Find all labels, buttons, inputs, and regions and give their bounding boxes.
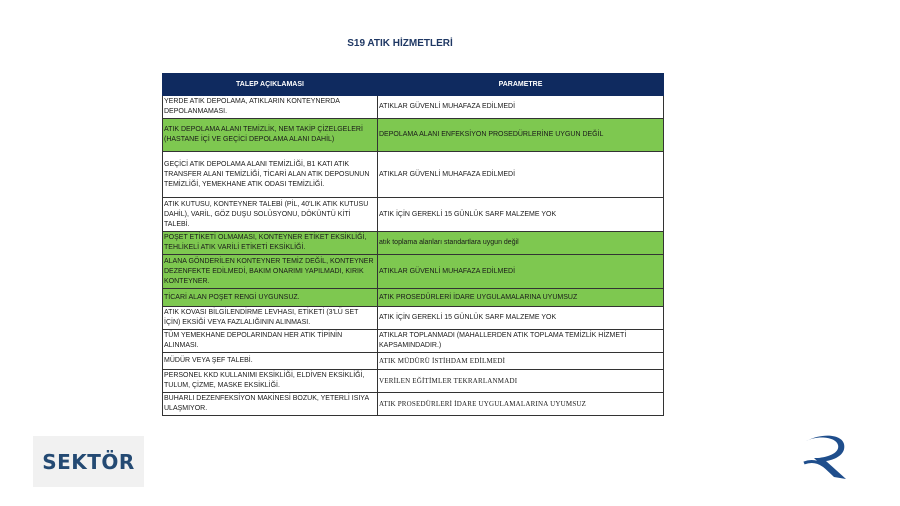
table-row	[163, 119, 664, 152]
request-cell: PERSONEL KKD KULLANIMI EKSİKLİĞİ, ELDİVEN EKSİKLİĞİ, TULUM, ÇİZME, MASKE EKSİKLİĞİ.	[163, 370, 378, 393]
parameter-cell: ATIK MÜDÜRÜ İSTİHDAM EDİLMEDİ	[378, 353, 664, 370]
page-title: S19 ATIK HİZMETLERİ	[347, 38, 453, 49]
sektor-logo-text: SEKTÖR	[42, 449, 135, 474]
request-cell: ATIK KOVASI BİLGİLENDİRME LEVHASI, ETİKETİ (3'LÜ SET İÇİN) EKSİĞİ VEYA FAZLALIĞININ ALINMASI.	[163, 307, 378, 330]
parameter-cell: atık toplama alanları standartlara uygun değil	[378, 232, 664, 255]
column-header-request: TALEP AÇIKLAMASI	[163, 74, 378, 96]
request-cell: ATIK KUTUSU, KONTEYNER TALEBİ (PİL, 40'LIK ATIK KUTUSU DAHİL), VARİL, GÖZ DUŞU SOLÜSYONU, DÖKÜNTÜ KİTİ TALEBİ.	[163, 198, 378, 232]
table-row	[163, 307, 664, 330]
request-cell: TÜM YEMEKHANE DEPOLARINDAN HER ATIK TİPİNİN ALINMASI.	[163, 330, 378, 353]
parameter-cell: ATIKLAR GÜVENLİ MUHAFAZA EDİLMEDİ	[378, 152, 664, 198]
table-row	[163, 370, 664, 393]
sektor-logo	[33, 436, 144, 487]
table-row	[163, 393, 664, 416]
table-row	[163, 96, 664, 119]
request-cell: ALANA GÖNDERİLEN KONTEYNER TEMİZ DEĞİL, KONTEYNER DEZENFEKTE EDİLMEDİ, BAKIM ONARIMI YAPILMADI, KIRIK KONTEYNER.	[163, 255, 378, 289]
parameter-cell: DEPOLAMA ALANI ENFEKSİYON PROSEDÜRLERİNE UYGUN DEĞİL	[378, 119, 664, 152]
parameter-cell: ATIKLAR GÜVENLİ MUHAFAZA EDİLMEDİ	[378, 96, 664, 119]
table-row	[163, 353, 664, 370]
parameter-cell: ATIKLAR GÜVENLİ MUHAFAZA EDİLMEDİ	[378, 255, 664, 289]
request-cell: MÜDÜR VEYA ŞEF TALEBİ.	[163, 353, 378, 370]
parameter-cell: ATIK İÇİN GEREKLİ 15 GÜNLÜK SARF MALZEME YOK	[378, 198, 664, 232]
column-header-parameter: PARAMETRE	[378, 74, 664, 96]
table-header-row	[163, 74, 664, 96]
parameter-cell: ATIK PROSEDÜRLERİ İDARE UYGULAMALARINA UYUMSUZ	[378, 393, 664, 416]
table-row	[163, 255, 664, 289]
parameter-cell: VERİLEN EĞİTİMLER TEKRARLANMADI	[378, 370, 664, 393]
parameter-cell: ATIK PROSEDÜRLERİ İDARE UYGULAMALARINA UYUMSUZ	[378, 289, 664, 307]
waste-services-table	[162, 73, 664, 416]
request-cell: BUHARLI DEZENFEKSİYON MAKİNESİ BOZUK, YETERLİ ISIYA ULAŞMIYOR.	[163, 393, 378, 416]
table-row	[163, 330, 664, 353]
table-row	[163, 232, 664, 255]
parameter-cell: ATIK İÇİN GEREKLİ 15 GÜNLÜK SARF MALZEME YOK	[378, 307, 664, 330]
request-cell: GEÇİCİ ATIK DEPOLAMA ALANI TEMİZLİĞİ, B1 KATI ATIK TRANSFER ALANI TEMİZLİĞİ, TİCARİ ALAN ATIK DEPOSUNUN TEMİZLİĞİ, YEMEKHANE ATIK ODASI TEMİZLİĞİ.	[163, 152, 378, 198]
parameter-cell: ATIKLAR TOPLANMADI (MAHALLERDEN ATIK TOPLAMA TEMİZLİK HİZMETİ KAPSAMINDADIR.)	[378, 330, 664, 353]
table-row	[163, 198, 664, 232]
request-cell: POŞET ETİKETİ OLMAMASI, KONTEYNER ETİKET EKSİKLİĞİ, TEHLİKELİ ATIK VARİLİ ETİKETİ EKSİKLİĞİ.	[163, 232, 378, 255]
request-cell: TİCARİ ALAN POŞET RENGİ UYGUNSUZ.	[163, 289, 378, 307]
table-row	[163, 152, 664, 198]
request-cell: ATIK DEPOLAMA ALANI TEMİZLİK, NEM TAKİP ÇİZELGELERİ (HASTANE İÇİ VE GEÇİCİ DEPOLAMA ALANI DAHİL)	[163, 119, 378, 152]
r-swoosh-logo-icon	[800, 433, 852, 481]
request-cell: YERDE ATIK DEPOLAMA, ATIKLARIN KONTEYNERDA DEPOLANMAMASI.	[163, 96, 378, 119]
table-row	[163, 289, 664, 307]
